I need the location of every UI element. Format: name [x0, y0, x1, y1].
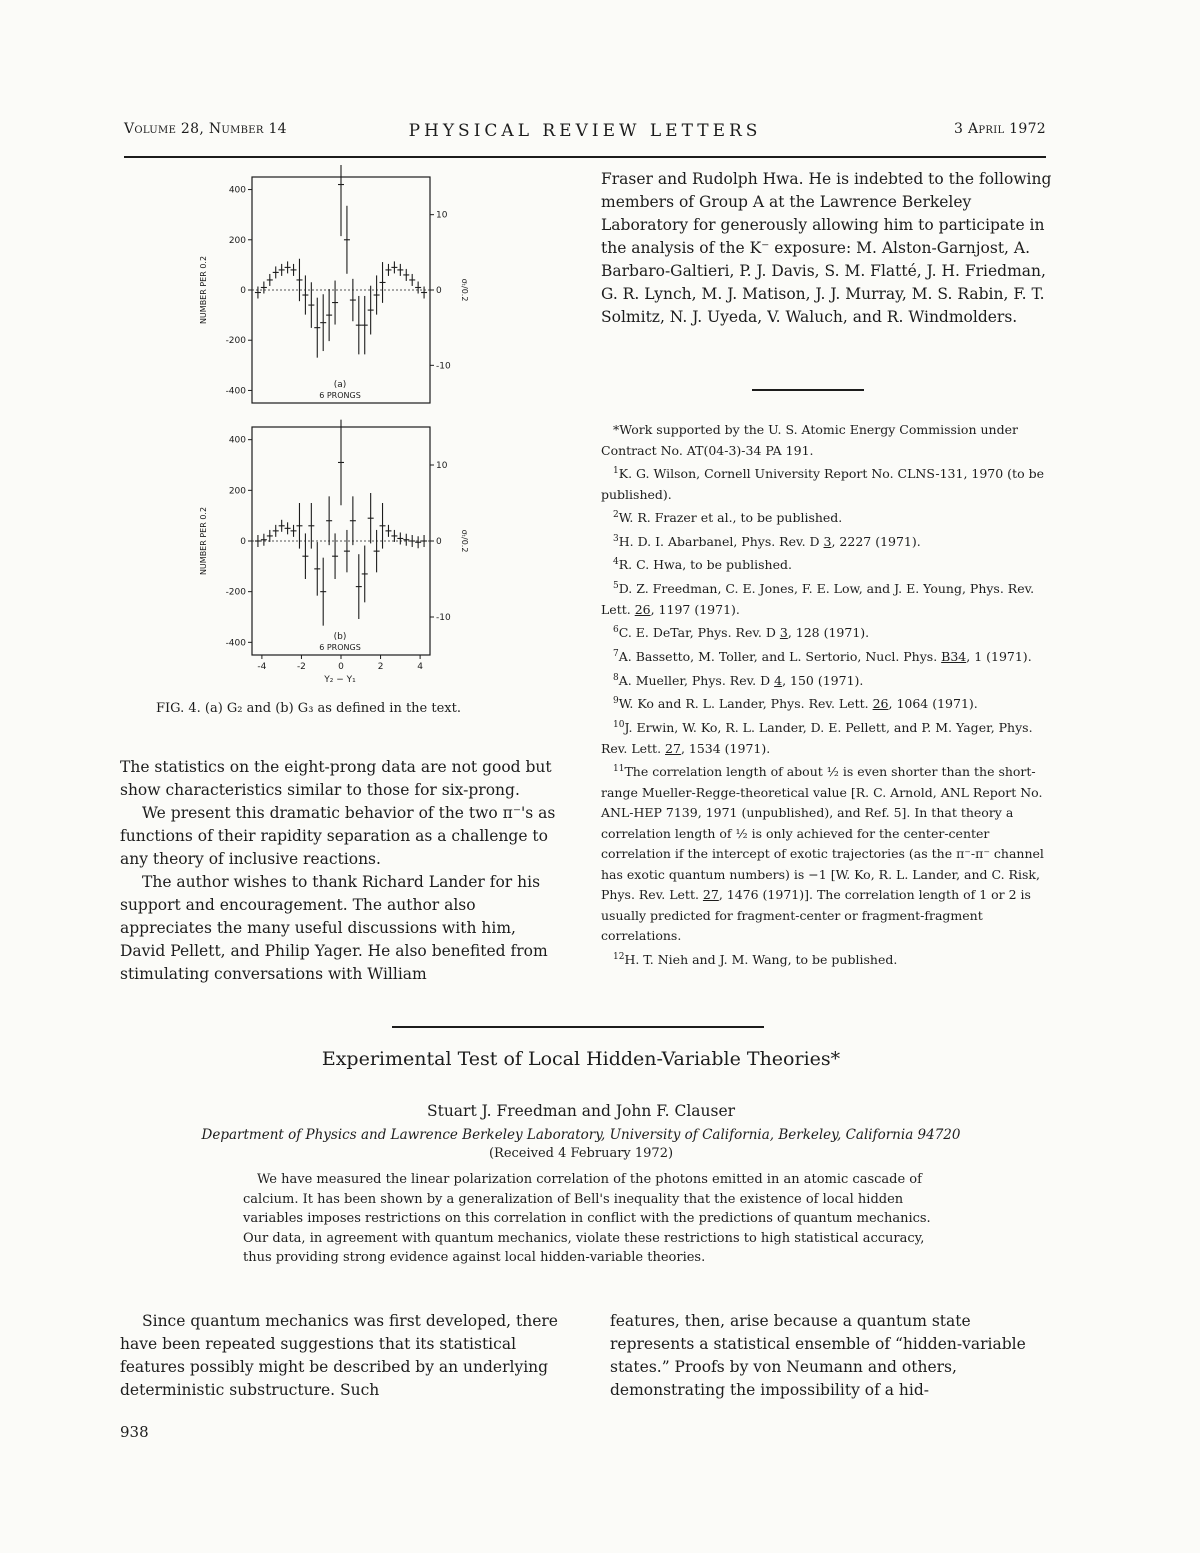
footnote-2: $^2$W. R. Frazer et al., to be published. — [613, 510, 843, 526]
panel-sublabel: 6 PRONGS — [319, 643, 361, 652]
y-right-tick-label: 10 — [436, 461, 448, 471]
y-tick-label: -400 — [225, 638, 246, 649]
footnotes — [601, 420, 1051, 970]
footnote-8: $^8$A. Mueller, Phys. Rev. D 4, 150 (1971). — [613, 672, 864, 688]
footnote-6: $^6$C. E. DeTar, Phys. Rev. D 3, 128 (1971). — [613, 625, 870, 641]
article-body-left — [120, 1310, 562, 1402]
footnote-5: $^5$D. Z. Freedman, C. E. Jones, F. E. Low, and J. E. Young, Phys. Rev. Lett. 26, 1197 (1971). — [601, 581, 1035, 617]
right-column-top — [601, 168, 1056, 329]
article-body-right — [610, 1310, 1052, 1402]
paragraph: Since quantum mechanics was first developed, there have been repeated suggestions that its statistical features possibly might be described by an underlying deterministic substructure. Such — [120, 1312, 558, 1399]
panel-label: (a) — [333, 380, 347, 390]
running-head-date: 3 April 1972 — [954, 121, 1046, 137]
paragraph: The author wishes to thank Richard Lander for his support and encouragement. The author also appreciates the many useful discussions with him, David Pellett, and Philip Yager. He also benefited from stimulating conversations with William — [120, 873, 548, 983]
footnote-1: $^1$K. G. Wilson, Cornell University Report No. CLNS-131, 1970 (to be published). — [601, 466, 1044, 502]
x-axis-label: Y₂ − Y₁ — [324, 675, 356, 685]
footnote-12: $^{12}$H. T. Nieh and J. M. Wang, to be published. — [613, 951, 898, 967]
y-tick-label: 0 — [240, 286, 246, 296]
figure-4 — [190, 165, 490, 690]
x-tick-label: -4 — [257, 662, 267, 672]
footnote-11: $^{11}$The correlation length of about ½ is even shorter than the short-range Mueller-Regge-theoretical value [R. C. Arnold, ANL Report No. ANL-HEP 7139, 1971 (unpublished), and Ref. 5]. In that theory a correlation length of ½ is only achieved for the center-center correlation if the intercept of exotic trajectories (as the π⁻-π⁻ channel has exotic quantum numbers) is −1 [W. Ko, R. L. Lander, and C. Risk, Phys. Rev. Lett. 27, 1476 (1971)]. The correlation length of 1 or 2 is usually predicted for fragment-center or fragment-fragment correlations. — [601, 764, 1044, 944]
paragraph: The statistics on the eight-prong data are not good but show characteristics similar to those for six-prong. — [120, 758, 552, 799]
y-tick-label: -400 — [225, 386, 246, 397]
y-right-tick-label: 10 — [436, 210, 448, 221]
y-right-tick-label: 0 — [436, 286, 442, 296]
panel-a — [199, 165, 469, 403]
y-tick-label: -200 — [225, 587, 246, 598]
y-right-axis-label: σₜ/0.2 — [460, 529, 469, 553]
footnote-9: $^9$W. Ko and R. L. Lander, Phys. Rev. Lett. 26, 1064 (1971). — [613, 696, 978, 712]
running-head-volume: Volume 28, Number 14 — [124, 121, 287, 137]
footnote-divider — [752, 389, 864, 391]
y-tick-label: 0 — [240, 537, 246, 547]
y-tick-label: 200 — [228, 486, 246, 497]
page-number: 938 — [120, 1423, 149, 1441]
y-tick-label: 400 — [228, 435, 246, 446]
y-right-tick-label: -10 — [436, 361, 451, 372]
figure-caption: FIG. 4. (a) G₂ and (b) G₃ as defined in the text. — [156, 701, 461, 716]
y-tick-label: 200 — [228, 235, 246, 246]
paragraph: Fraser and Rudolph Hwa. He is indebted to the following members of Group A at the Lawrence Berkeley Laboratory for generously allowing him to participate in the analysis of the K⁻ exposure: M. Alston-Garnjost, A. Barbaro-Galtieri, P. J. Davis, S. M. Flatté, J. H. Friedman, G. R. Lynch, M. J. Matison, J. J. Murray, M. S. Rabin, F. T. Solmitz, N. J. Uyeda, V. Waluch, and R. Windmolders. — [601, 170, 1052, 326]
footnote-7: $^7$A. Bassetto, M. Toller, and L. Sertorio, Nucl. Phys. B34, 1 (1971). — [613, 648, 1032, 665]
x-tick-label: 2 — [377, 662, 384, 672]
article-received: (Received 4 February 1972) — [488, 1146, 674, 1161]
footnote-10: $^{10}$J. Erwin, W. Ko, R. L. Lander, D. E. Pellett, and P. M. Yager, Phys. Rev. Lett. 27, 1534 (1971). — [601, 719, 1033, 756]
article-abstract: We have measured the linear polarization correlation of the photons emitted in an atomic cascade of calcium. It has been shown by a generalization of Bell's inequality that the existence of local hidden variables imposes restrictions on this correlation in conflict with the predictions of quantum mechanics. Our data, in agreement with quantum mechanics, violate these restrictions to high statistical accuracy, thus providing strong evidence against local hidden-variable theories. — [243, 1172, 931, 1265]
y-axis-label: NUMBER PER 0.2 — [199, 255, 208, 325]
article-title: Experimental Test of Local Hidden-Variable Theories* — [321, 1048, 841, 1070]
left-column — [120, 756, 562, 986]
panel-label: (b) — [333, 632, 347, 642]
header-rule — [124, 156, 1046, 158]
x-tick-label: 4 — [417, 662, 423, 672]
y-tick-label: -200 — [225, 336, 246, 347]
y-right-axis-label: σₜ/0.2 — [460, 278, 469, 302]
paragraph: We present this dramatic behavior of the two π⁻'s as functions of their rapidity separation as a challenge to any theory of inclusive reactions. — [120, 804, 556, 868]
y-axis-label: NUMBER PER 0.2 — [199, 506, 208, 576]
x-tick-label: -2 — [296, 662, 306, 672]
panel-b — [199, 420, 469, 685]
paragraph: features, then, arise because a quantum state represents a statistical ensemble of “hidden-variable states.” Proofs by von Neumann and others, demonstrating the impossibility of a hid- — [610, 1312, 1026, 1399]
x-tick-label: 0 — [338, 662, 344, 672]
running-head-journal: PHYSICAL REVIEW LETTERS — [408, 121, 762, 141]
y-right-tick-label: -10 — [436, 613, 451, 623]
article-authors: Stuart J. Freedman and John F. Clauser — [426, 1102, 736, 1120]
footnote-3: $^3$H. D. I. Abarbanel, Phys. Rev. D 3, 2227 (1971). — [613, 533, 921, 549]
footnote-4: $^4$R. C. Hwa, to be published. — [613, 557, 792, 573]
footnote-0: *Work supported by the U. S. Atomic Energy Commission under Contract No. AT(04-3)-34 PA 191. — [601, 422, 1018, 458]
article-divider — [392, 1026, 764, 1028]
y-tick-label: 400 — [228, 185, 246, 196]
article-affiliation: Department of Physics and Lawrence Berkeley Laboratory, University of California, Berkeley, California 94720 — [201, 1127, 961, 1143]
panel-sublabel: 6 PRONGS — [319, 391, 361, 400]
y-right-tick-label: 0 — [436, 537, 442, 547]
